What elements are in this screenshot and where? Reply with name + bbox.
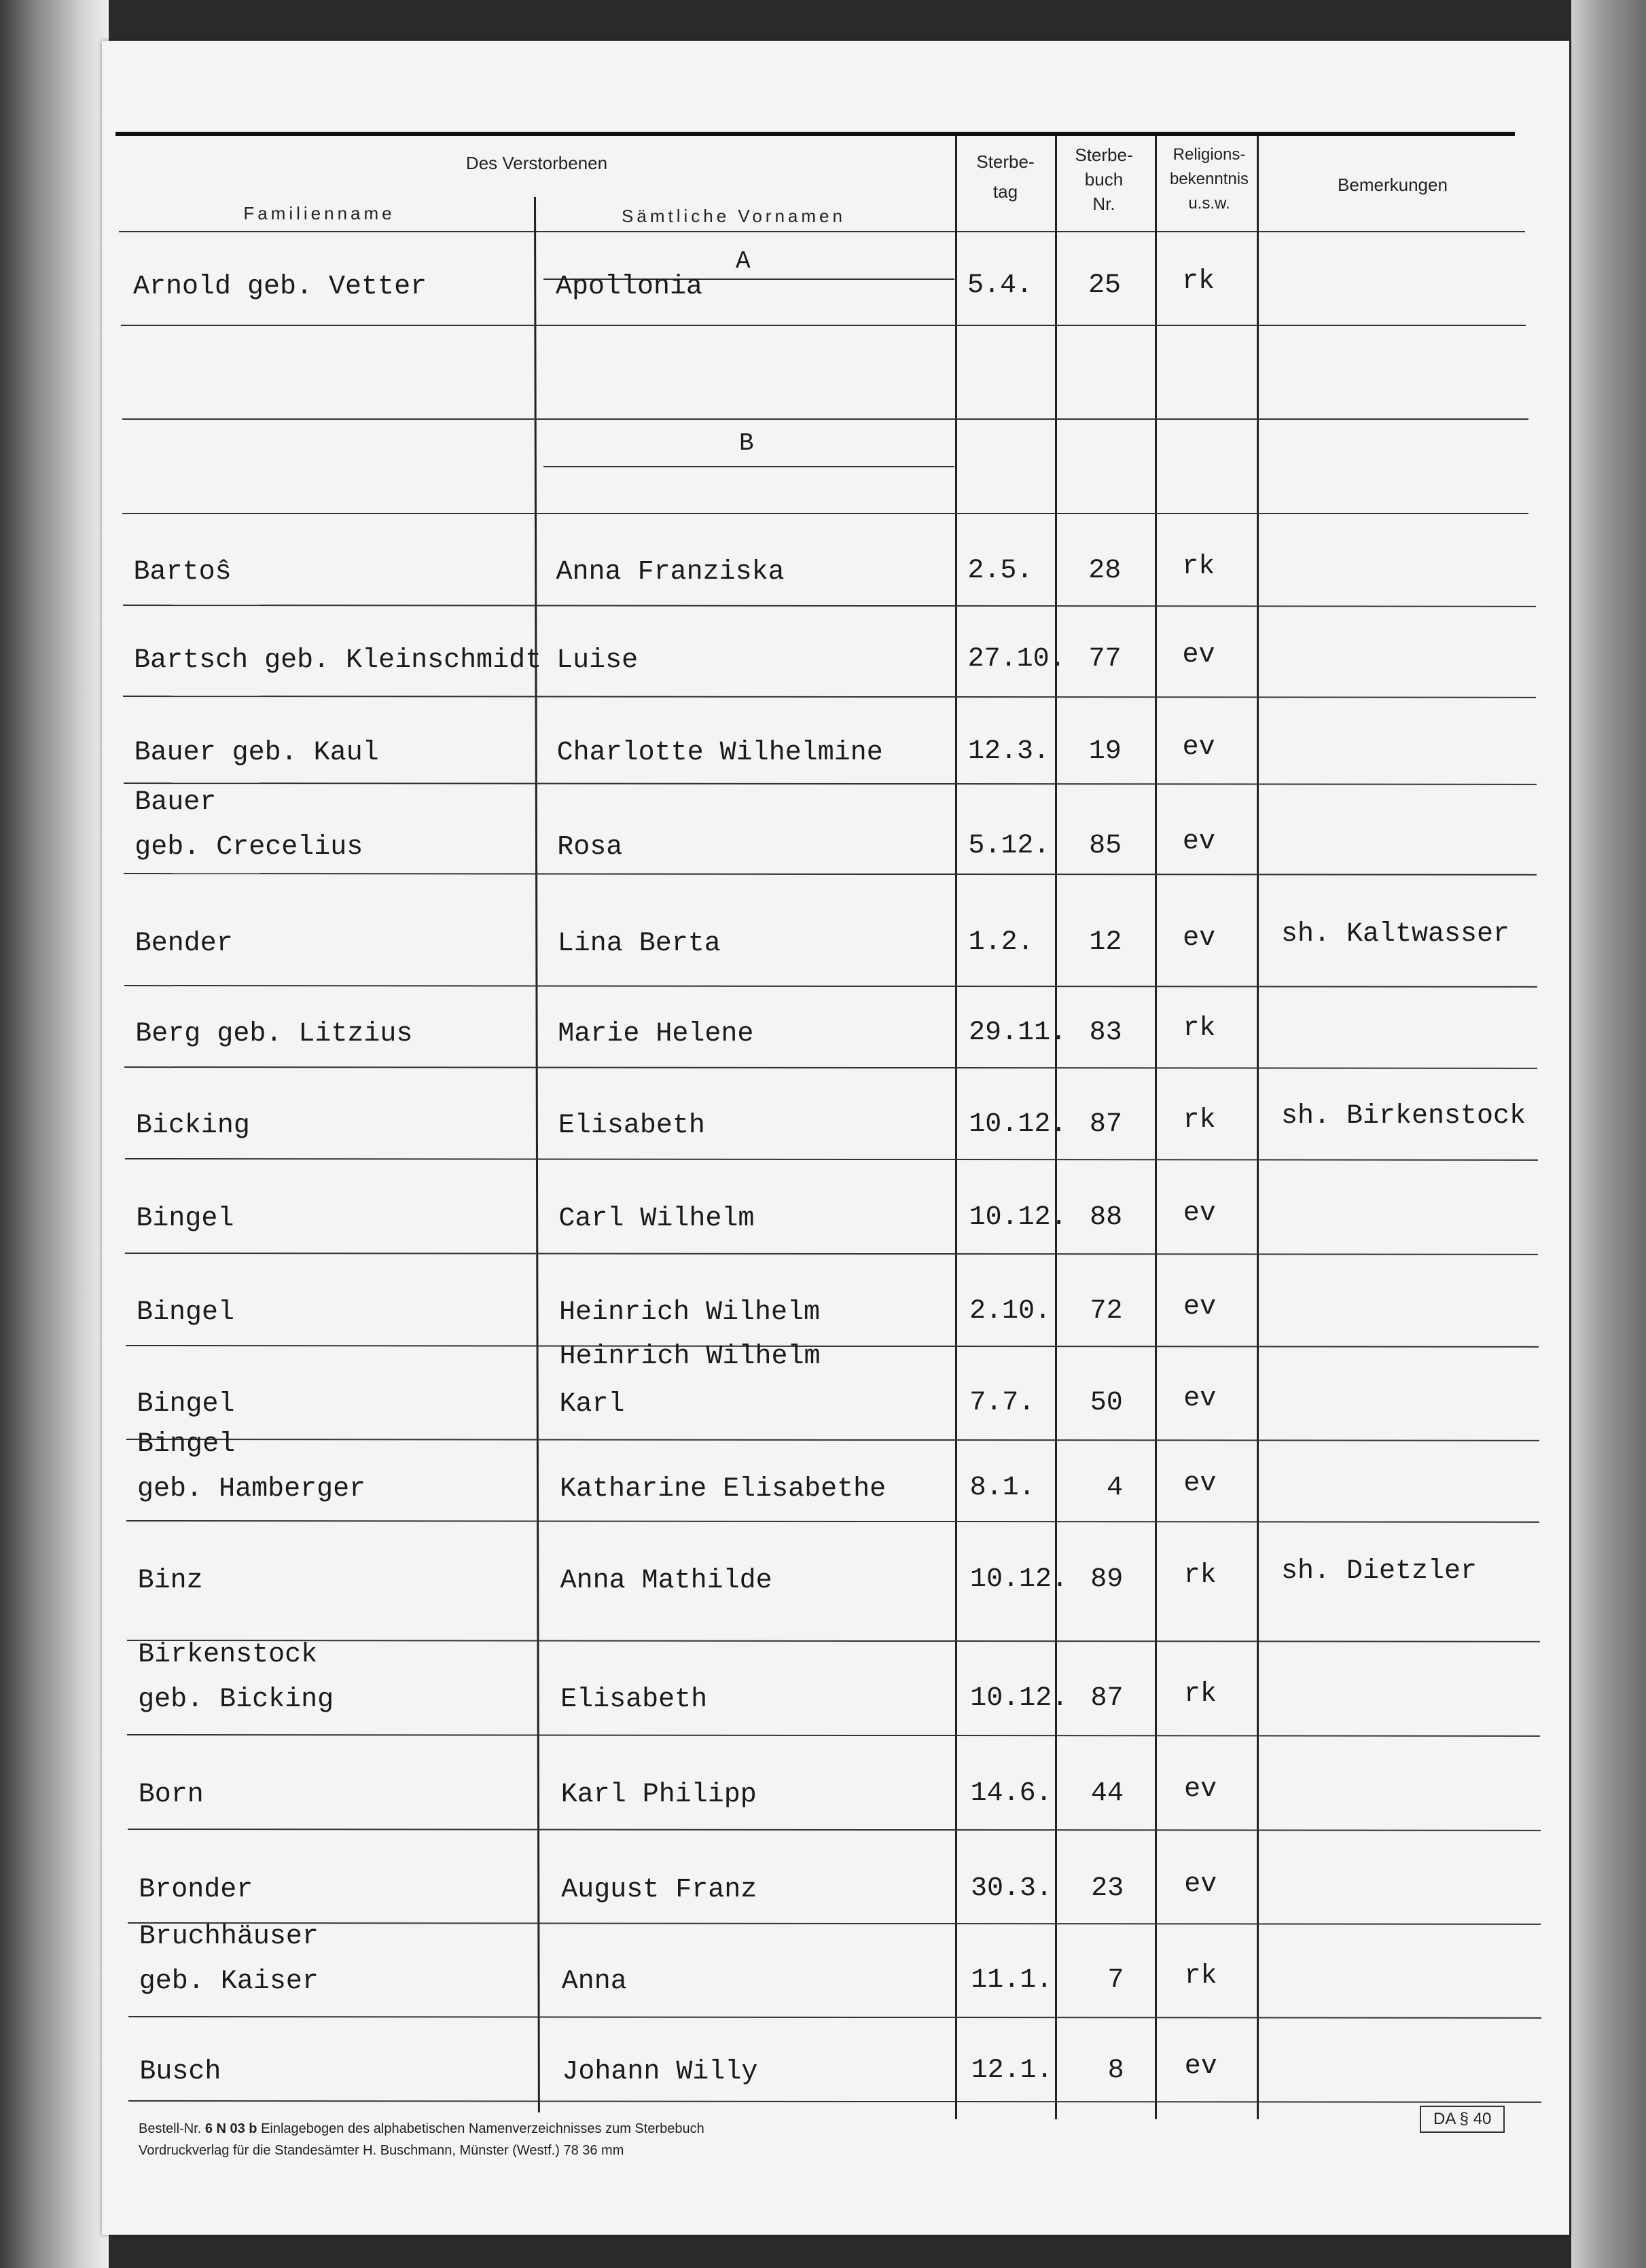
given-names: Rosa (557, 832, 623, 863)
given-names: Heinrich Wilhelm (559, 1342, 821, 1372)
header-death-book-line2: buch (1084, 169, 1124, 190)
header-religion-line1: Religions- (1173, 145, 1246, 164)
family-name: Busch (139, 2057, 221, 2087)
religion: ev (1184, 1774, 1217, 1805)
family-name: Bartsch geb. Kleinschmidt (134, 645, 542, 676)
remark: sh. Birkenstock (1281, 1101, 1526, 1132)
header-death-day-line1: Sterbe- (976, 151, 1035, 172)
death-day: 2.5. (967, 556, 1033, 586)
death-book-number: 23 (1091, 1873, 1124, 1904)
given-names: August Franz (561, 1875, 757, 1905)
religion: ev (1182, 827, 1215, 857)
family-name: Bruchhäuser (139, 1922, 319, 1952)
given-names: Anna Mathilde (560, 1566, 772, 1596)
death-day: 7.7. (969, 1388, 1035, 1418)
header-religion (1155, 144, 1264, 215)
death-day: 8.1. (969, 1473, 1035, 1503)
rule-b-underline (543, 466, 954, 467)
given-names: Anna Franziska (556, 557, 785, 588)
religion: rk (1183, 1679, 1217, 1710)
family-name: Bicking (135, 1111, 250, 1141)
header-death-book-line1: Sterbe- (1075, 145, 1133, 165)
family-name: Bingel (137, 1429, 236, 1460)
given-names: Katharine Elisabethe (560, 1474, 887, 1505)
col-divider-remarks (1257, 136, 1259, 2119)
rule-after-a-row (121, 325, 1526, 326)
section-letter-a: A (736, 247, 751, 275)
given-names: Anna (561, 1966, 627, 1997)
death-day: 1.2. (968, 927, 1034, 958)
religion: rk (1183, 1560, 1217, 1591)
religion: ev (1182, 732, 1215, 763)
family-name: Bender (135, 929, 233, 959)
col-divider-religion (1155, 136, 1157, 2119)
death-day: 5.12. (968, 831, 1050, 861)
remark: sh. Kaltwasser (1281, 919, 1510, 950)
header-religion-line3: u.s.w. (1188, 194, 1230, 213)
family-name: Bingel (137, 1389, 235, 1420)
header-death-day-line2: tag (992, 181, 1018, 202)
given-names: Charlotte Wilhelmine (556, 738, 883, 768)
death-day: 27.10. (967, 644, 1066, 674)
religion: rk (1183, 1105, 1216, 1136)
footer-line-2: Vordruckverlag für die Standesämter H. Buschmann, Münster (Westf.) 78 36 mm (139, 2143, 624, 2158)
death-day: 14.6. (970, 1778, 1052, 1809)
book-binding-right (1571, 0, 1646, 2268)
rule-empty-row (122, 418, 1528, 420)
death-book-number: 72 (1090, 1296, 1123, 1327)
family-name: Arnold geb. Vetter (133, 272, 427, 302)
given-names: Elisabeth (558, 1111, 705, 1141)
footer-stamp: DA § 40 (1420, 2106, 1505, 2133)
death-book-number: 12 (1089, 927, 1122, 958)
death-book-number: 44 (1090, 1778, 1124, 1809)
family-name: Birkenstock (138, 1640, 318, 1670)
header-death-day (958, 151, 1053, 202)
religion: ev (1184, 2051, 1217, 2082)
family-name: Bingel (136, 1204, 234, 1234)
given-names: Karl (559, 1389, 625, 1420)
death-day: 11.1. (971, 1965, 1053, 1996)
footer-line-1 (139, 2119, 704, 2138)
death-day: 2.10. (969, 1296, 1051, 1327)
religion: ev (1183, 1384, 1217, 1414)
given-names: Luise (556, 645, 639, 676)
given-names: Heinrich Wilhelm (558, 1297, 820, 1328)
col-divider-day (955, 136, 957, 2119)
footer-order-number: 6 N 03 b (204, 2121, 257, 2136)
death-day: 5.4. (967, 270, 1033, 301)
register-page (102, 41, 1569, 2235)
religion: ev (1183, 1469, 1217, 1499)
death-book-number: 83 (1089, 1018, 1122, 1048)
death-day: 10.12. (969, 1109, 1067, 1140)
header-death-book (1056, 144, 1151, 215)
death-book-number: 77 (1088, 644, 1122, 674)
family-name: geb. Hamberger (137, 1474, 366, 1505)
death-day: 30.3. (970, 1873, 1052, 1904)
header-given-names: Sämtliche Vornamen (622, 206, 846, 226)
death-day: 10.12. (970, 1683, 1069, 1714)
given-names: Elisabeth (560, 1685, 708, 1715)
family-name: geb. Bicking (138, 1685, 334, 1715)
death-day: 12.3. (967, 736, 1050, 767)
religion: rk (1182, 552, 1215, 582)
given-names: Karl Philipp (560, 1780, 757, 1810)
family-name: geb. Kaiser (139, 1966, 319, 1997)
death-book-number: 25 (1088, 270, 1121, 301)
religion: ev (1184, 1869, 1217, 1900)
header-family-name: Familienname (243, 203, 395, 223)
death-day: 10.12. (969, 1202, 1067, 1233)
death-book-number: 89 (1090, 1564, 1124, 1595)
remark: sh. Dietzler (1281, 1556, 1478, 1587)
family-name: Bingel (136, 1297, 234, 1328)
family-name: Bronder (139, 1875, 253, 1905)
death-day: 29.11. (968, 1018, 1067, 1048)
given-names: Marie Helene (558, 1019, 754, 1049)
religion: ev (1183, 1198, 1216, 1229)
family-name: Binz (137, 1566, 203, 1596)
death-day: 10.12. (969, 1564, 1068, 1595)
given-names: Johann Willy (562, 2057, 758, 2087)
death-book-number: 7 (1107, 1965, 1124, 1996)
death-book-number: 50 (1090, 1388, 1123, 1418)
death-book-number: 19 (1088, 736, 1122, 767)
header-remarks: Bemerkungen (1338, 175, 1448, 195)
given-names: Lina Berta (557, 929, 721, 959)
death-book-number: 4 (1107, 1473, 1124, 1503)
header-group-title: Des Verstorbenen (465, 153, 608, 173)
death-book-number: 88 (1090, 1202, 1123, 1233)
header-bottom-rule (119, 231, 1525, 232)
given-names: Carl Wilhelm (558, 1204, 755, 1234)
rule-after-b-row (122, 513, 1528, 514)
footer-order-prefix: Bestell-Nr. (139, 2121, 202, 2136)
death-day: 12.1. (971, 2055, 1053, 2086)
header-religion-line2: bekenntnis (1169, 170, 1249, 188)
header-death-book-line3: Nr. (1092, 194, 1115, 214)
death-book-number: 85 (1089, 831, 1122, 861)
death-book-number: 28 (1088, 556, 1122, 586)
given-names: Apollonia (556, 272, 703, 302)
religion: ev (1183, 923, 1216, 954)
family-name: geb. Crecelius (135, 832, 363, 863)
religion: rk (1184, 1961, 1217, 1992)
family-name: Berg geb. Litzius (135, 1019, 413, 1049)
section-letter-b: B (739, 429, 754, 457)
death-book-number: 87 (1090, 1683, 1124, 1714)
family-name: Bauer geb. Kaul (134, 738, 379, 768)
family-name: Bartoŝ (133, 557, 232, 588)
footer-description: Einlagebogen des alphabetischen Namenverzeichnisses zum Sterbebuch (261, 2121, 704, 2136)
religion: rk (1182, 266, 1215, 297)
religion: ev (1182, 640, 1215, 670)
religion: rk (1183, 1013, 1216, 1044)
book-binding-left (0, 0, 109, 2268)
family-name: Bauer (135, 787, 217, 818)
family-name: Born (138, 1780, 204, 1810)
death-book-number: 87 (1089, 1109, 1122, 1140)
header-top-rule (115, 132, 1515, 136)
religion: ev (1183, 1292, 1216, 1322)
death-book-number: 8 (1107, 2055, 1124, 2086)
